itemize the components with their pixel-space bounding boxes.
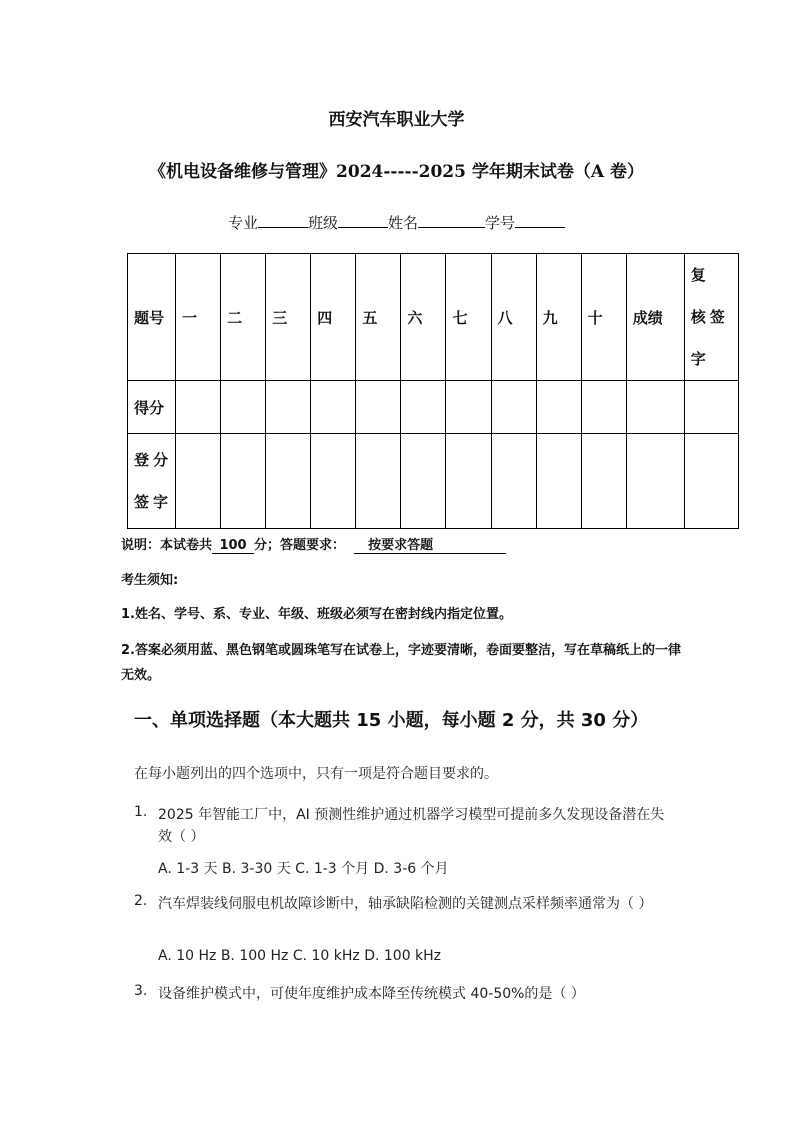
signature-cell[interactable] <box>176 434 221 529</box>
row-label-question-number: 题号 <box>128 254 176 381</box>
question-number-row <box>128 254 739 381</box>
col-header-total: 成绩 <box>626 254 684 381</box>
col-header-7: 七 <box>446 254 491 381</box>
score-table <box>127 253 739 529</box>
exam-title: 《机电设备维修与管理》2024-----2025 学年期末试卷（A 卷） <box>149 162 644 182</box>
class-blank[interactable] <box>338 213 388 228</box>
answer-requirement: 按要求答题 <box>354 534 506 554</box>
score-cell[interactable] <box>311 381 356 434</box>
exam-description <box>121 534 506 554</box>
instruction-rule-1: 1.姓名、学号、系、专业、年级、班级必须写在密封线内指定位置。 <box>121 607 512 622</box>
score-cell[interactable] <box>491 381 536 434</box>
student-info-line <box>0 212 793 233</box>
col-header-review-sign: 复 核签字 <box>684 254 738 381</box>
row-label-signature: 登分签字 <box>128 434 176 529</box>
col-header-2: 二 <box>221 254 266 381</box>
total-prefix: 说明：本试卷共 <box>121 538 213 553</box>
col-header-1: 一 <box>176 254 221 381</box>
instructions-title: 考生须知: <box>121 573 179 588</box>
score-cell[interactable] <box>266 381 311 434</box>
score-cell[interactable] <box>356 381 401 434</box>
question-1-options: A. 1-3 天 B. 3-30 天 C. 1-3 个月 D. 3-6 个月 <box>158 861 449 877</box>
col-header-5: 五 <box>356 254 401 381</box>
signature-cell[interactable] <box>626 434 684 529</box>
major-label: 专业 <box>227 214 258 232</box>
question-1-text: 2025 年智能工厂中，AI 预测性维护通过机器学习模型可提前多久发现设备潜在失效（ ） <box>158 807 665 845</box>
score-row <box>128 381 739 434</box>
total-suffix: 分；答题要求： <box>254 538 346 553</box>
row-label-score: 得分 <box>128 381 176 434</box>
name-label: 姓名 <box>388 214 419 232</box>
signature-cell[interactable] <box>536 434 581 529</box>
col-header-6: 六 <box>401 254 446 381</box>
question-2-text: 汽车焊装线伺服电机故障诊断中，轴承缺陷检测的关键测点采样频率通常为（ ） <box>158 896 653 912</box>
col-header-4: 四 <box>311 254 356 381</box>
signature-cell[interactable] <box>684 434 738 529</box>
question-3-text: 设备维护模式中，可使年度维护成本降至传统模式 40-50%的是（ ） <box>158 986 585 1002</box>
signature-cell[interactable] <box>581 434 626 529</box>
question-2-options: A. 10 Hz B. 100 Hz C. 10 kHz D. 100 kHz <box>158 948 442 964</box>
col-header-10: 十 <box>581 254 626 381</box>
student-id-label: 学号 <box>485 214 516 232</box>
class-label: 班级 <box>307 214 338 232</box>
student-id-blank[interactable] <box>515 213 565 228</box>
signature-cell[interactable] <box>401 434 446 529</box>
signature-cell[interactable] <box>446 434 491 529</box>
score-cell[interactable] <box>536 381 581 434</box>
score-cell[interactable] <box>626 381 684 434</box>
section-title: 一、单项选择题（本大题共 15 小题，每小题 2 分，共 30 分） <box>134 710 649 731</box>
signature-cell[interactable] <box>356 434 401 529</box>
col-header-3: 三 <box>266 254 311 381</box>
score-cell[interactable] <box>446 381 491 434</box>
col-header-8: 八 <box>491 254 536 381</box>
signature-cell[interactable] <box>491 434 536 529</box>
score-cell[interactable] <box>684 381 738 434</box>
instruction-rule-2: 2.答案必须用蓝、黑色钢笔或圆珠笔写在试卷上，字迹要清晰，卷面要整洁，写在草稿纸上的一律无效。 <box>121 643 681 683</box>
name-blank[interactable] <box>418 213 485 228</box>
score-cell[interactable] <box>401 381 446 434</box>
question-2-number: 2. <box>134 893 148 909</box>
question-3-number: 3. <box>134 983 148 999</box>
section-intro: 在每小题列出的四个选项中，只有一项是符合题目要求的。 <box>134 766 498 782</box>
score-cell[interactable] <box>581 381 626 434</box>
major-blank[interactable] <box>258 213 308 228</box>
signature-cell[interactable] <box>266 434 311 529</box>
signature-row <box>128 434 739 529</box>
question-1-number: 1. <box>134 804 148 820</box>
school-name: 西安汽车职业大学 <box>328 110 465 130</box>
col-header-9: 九 <box>536 254 581 381</box>
score-cell[interactable] <box>221 381 266 434</box>
signature-cell[interactable] <box>311 434 356 529</box>
score-cell[interactable] <box>176 381 221 434</box>
total-score-value: 100 <box>212 538 254 554</box>
signature-cell[interactable] <box>221 434 266 529</box>
